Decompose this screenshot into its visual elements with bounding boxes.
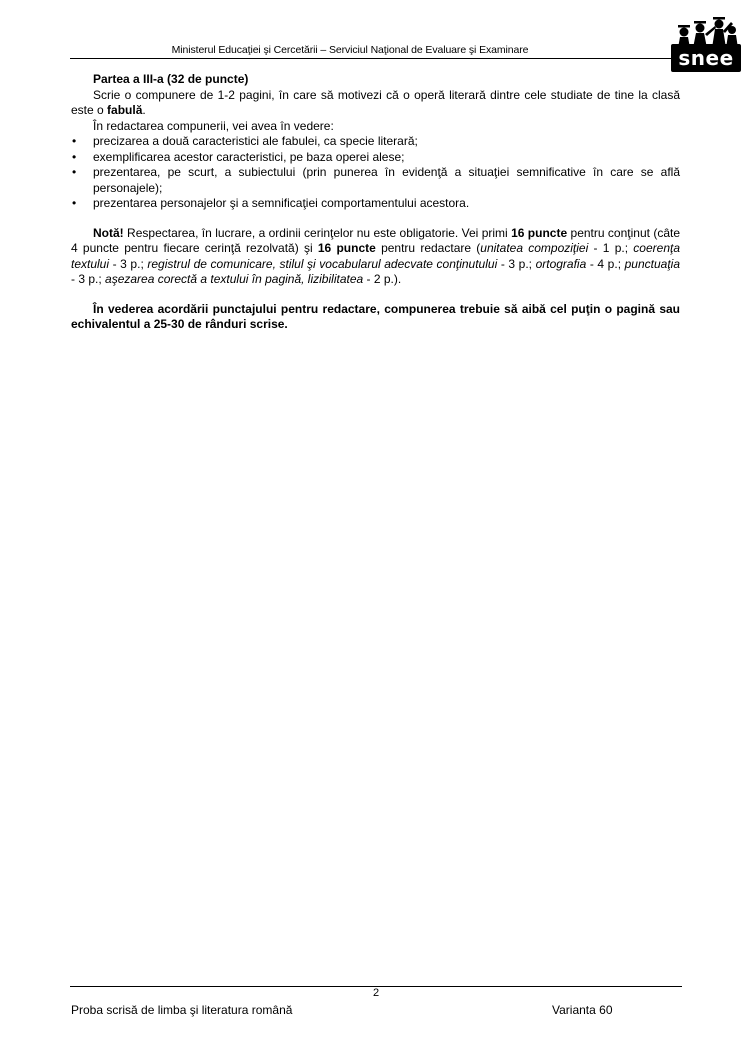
section-title: Partea a III-a (32 de puncte) bbox=[93, 72, 249, 86]
snee-logo bbox=[671, 14, 741, 72]
scoring-note: Notă! Respectarea, în lucrare, a ordinii cerinţelor nu este obligatorie. Vei primi 16 puncte pentru conţinut (câte 4 puncte pentru fiecare cerinţă rezolvată) şi 16 puncte pentru redactare (unitatea compoziţiei - 1 p.; coerenţa textului - 3 p.; registrul de comunicare, stilul şi vocabularul adecvate conţinutului - 3 p.; ortografia - 4 p.; punctuaţia - 3 p.; aşezarea corectă a textului în pagină, lizibilitatea - 2 p.). bbox=[71, 225, 681, 286]
header-divider bbox=[70, 58, 682, 59]
logo-wordmark: snee bbox=[671, 44, 741, 72]
final-note: În vederea acordării punctajului pentru redactare, compunerea trebuie să aibă cel puţin o pagină sau echivalentul a 25-30 de rânduri scrise. bbox=[71, 301, 680, 331]
list-item: • prezentarea, pe scurt, a subiectului (prin punerea în evidenţă a situaţiei semnificative în care se află personajele); bbox=[71, 165, 680, 196]
footer-variant: Varianta 60 bbox=[552, 1003, 613, 1017]
list-item: • prezentarea personajelor şi a semnificaţiei comportamentului acestora. bbox=[71, 196, 680, 212]
list-item: • exemplificarea acestor caracteristici, pe baza operei alese; bbox=[71, 150, 680, 166]
requirements-list bbox=[71, 134, 680, 212]
footer-exam-title: Proba scrisă de limba şi literatura română bbox=[71, 1003, 293, 1017]
requirements-intro: În redactarea compunerii, vei avea în vedere: bbox=[93, 118, 334, 133]
page-number: 2 bbox=[372, 987, 380, 999]
header-ministry: Ministerul Educaţiei şi Cercetării – Serviciul Naţional de Evaluare şi Examinare bbox=[171, 44, 529, 56]
document-body bbox=[71, 72, 680, 333]
list-item: • precizarea a două caracteristici ale fabulei, ca specie literară; bbox=[71, 134, 680, 150]
task-statement: Scrie o compunere de 1-2 pagini, în care să motivezi că o operă literară dintre cele studiate de tine la clasă este o fabulă. bbox=[71, 87, 680, 117]
graduates-icon bbox=[671, 14, 741, 48]
